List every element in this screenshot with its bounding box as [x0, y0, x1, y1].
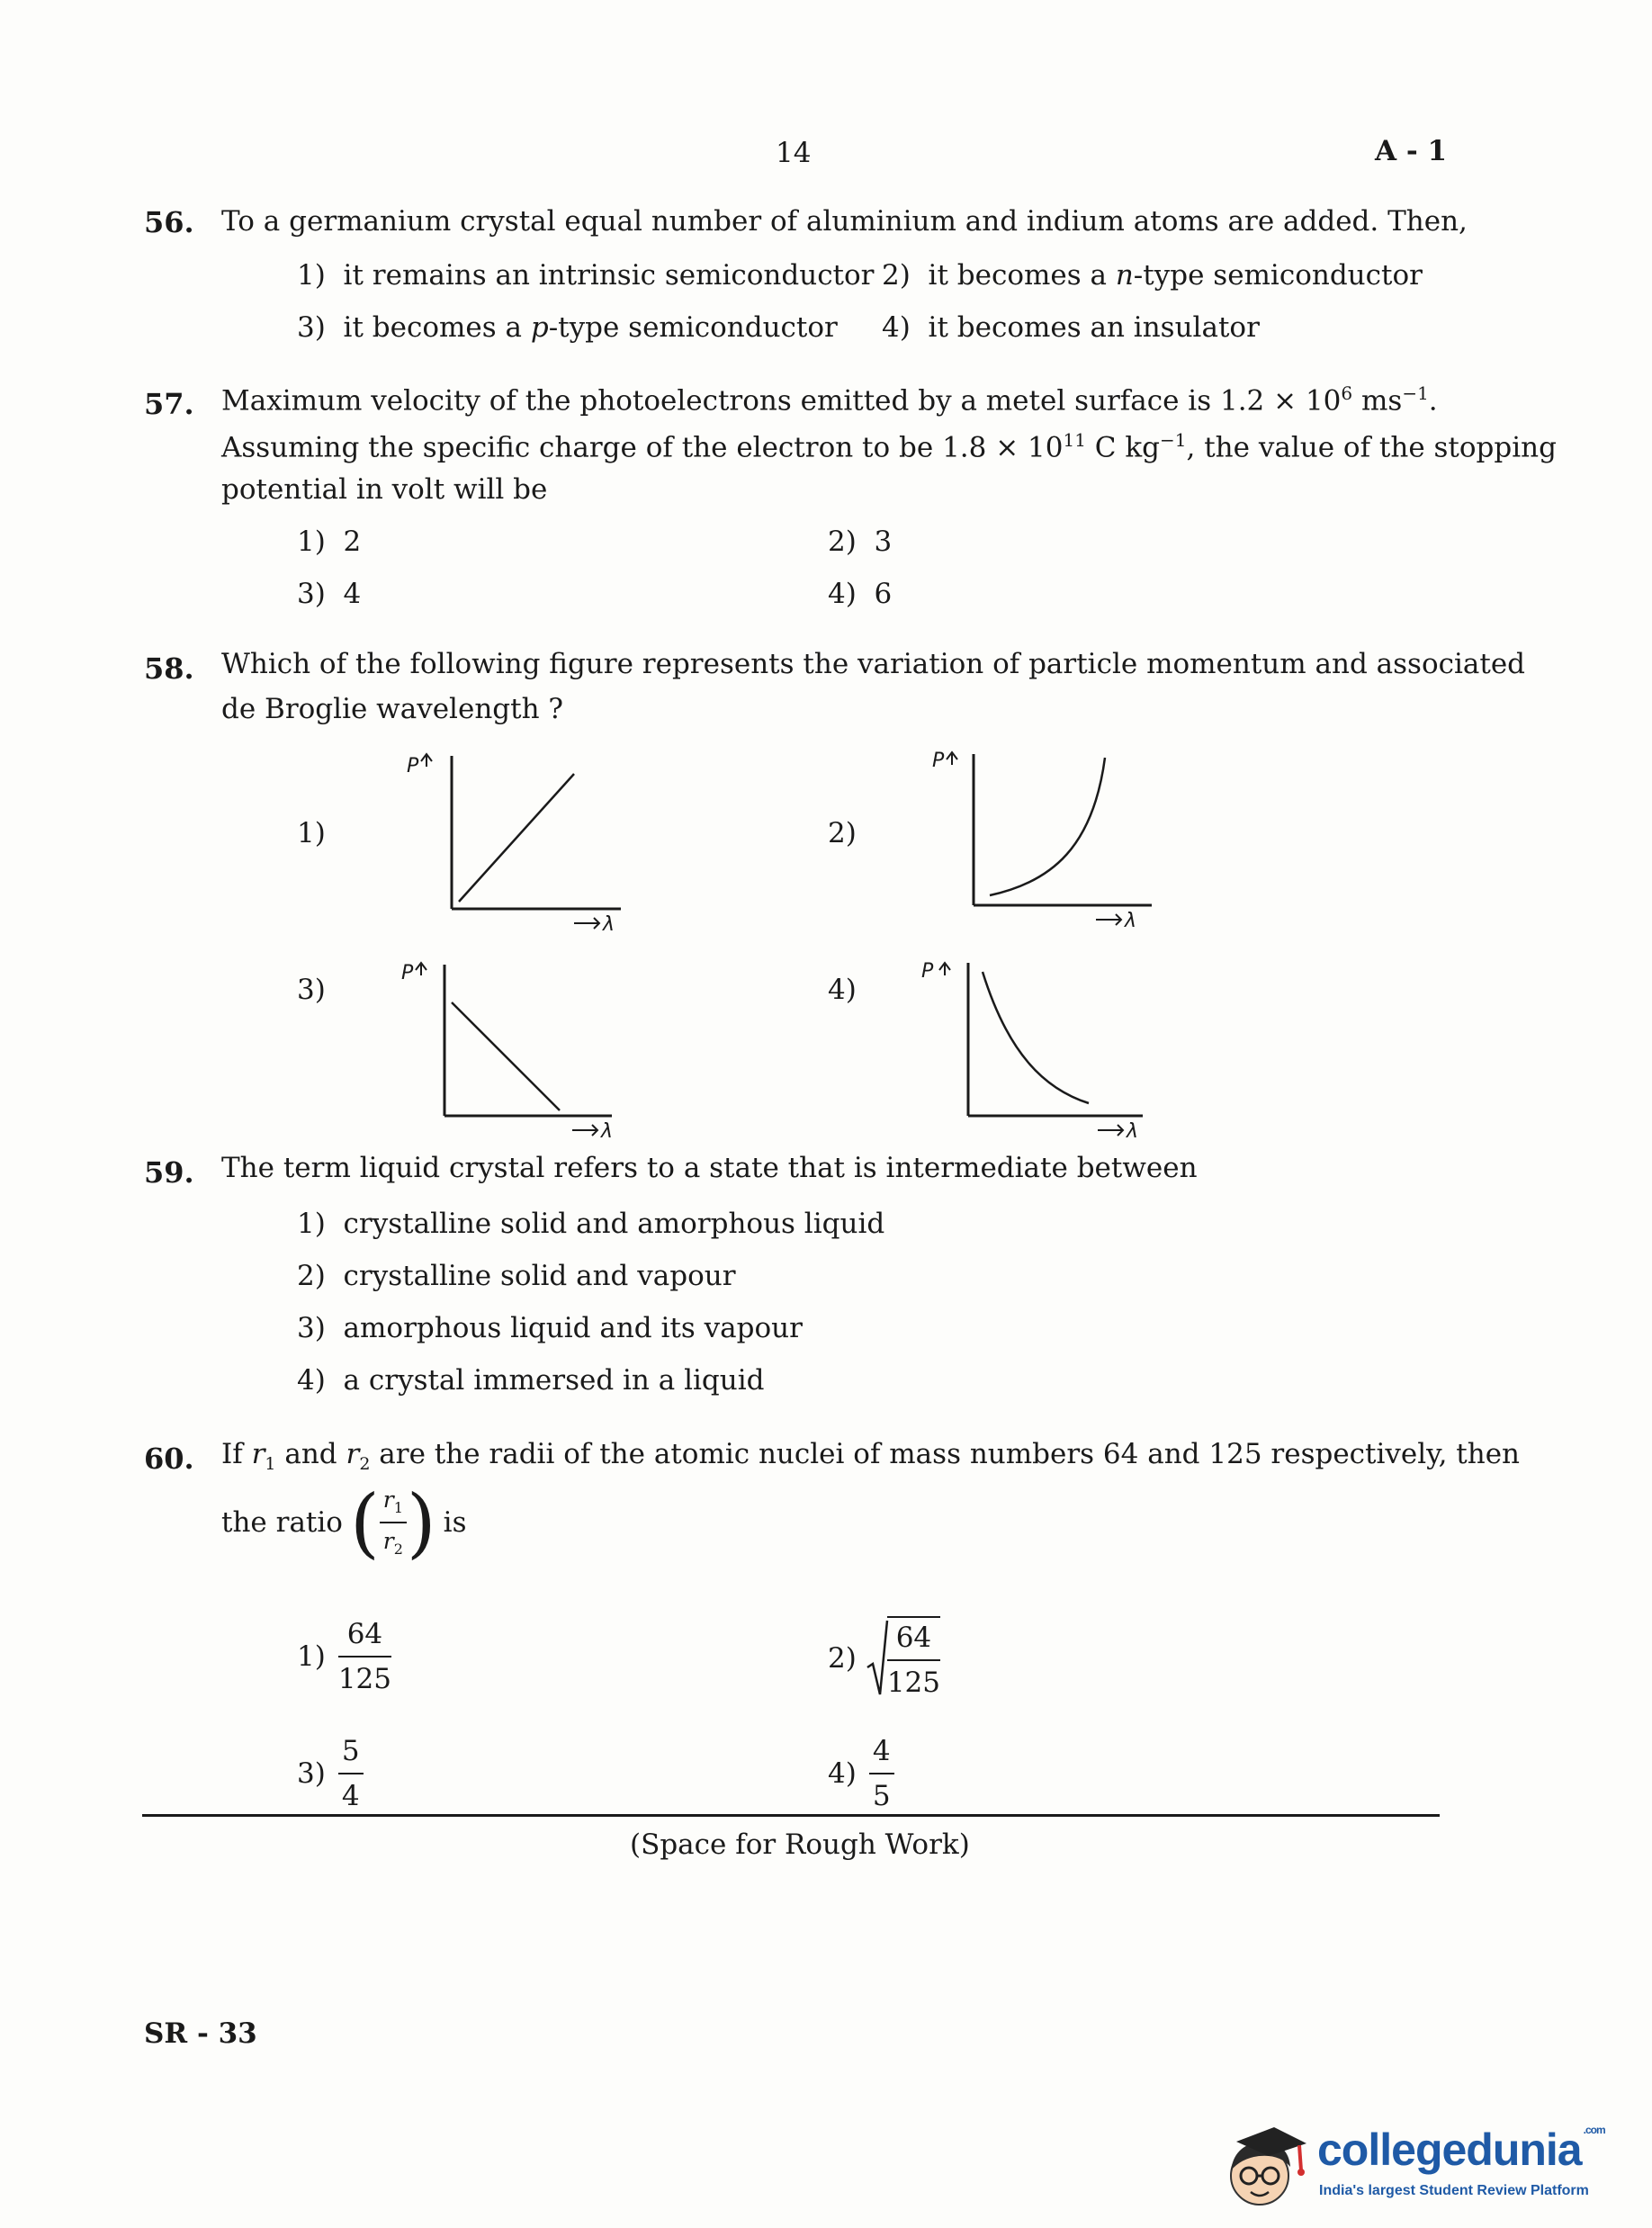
x-axis-label: λ	[601, 1120, 614, 1143]
superscript: 11	[1063, 429, 1086, 451]
numerator: 5	[338, 1733, 364, 1774]
arrow-right-icon	[1098, 1125, 1123, 1136]
question-number: 59.	[144, 1155, 194, 1190]
option-text: 3	[874, 526, 893, 558]
option-3	[297, 310, 838, 346]
arrow-up-icon	[421, 754, 432, 767]
variable: r	[251, 1438, 265, 1470]
y-axis-label: P	[407, 755, 419, 777]
text: , the value of the stopping	[1186, 431, 1557, 464]
option-text: 6	[874, 578, 893, 610]
option-text: 2	[343, 526, 362, 558]
option-1	[297, 524, 361, 560]
variable: r	[346, 1438, 360, 1470]
numerator: 64	[338, 1616, 391, 1658]
superscript: −1	[1402, 382, 1429, 404]
option-2	[882, 257, 1423, 293]
option-fraction	[338, 1616, 391, 1698]
left-paren: (	[349, 1478, 380, 1567]
option-number: 1)	[297, 817, 326, 849]
divider	[142, 1814, 1440, 1817]
option-number: 1)	[297, 259, 326, 292]
option-text: -type semiconductor	[548, 311, 838, 344]
option-text: it becomes a	[928, 259, 1116, 292]
text: If	[221, 1438, 252, 1470]
subscript: 1	[265, 1454, 276, 1475]
option-text: it remains an intrinsic semiconductor	[343, 259, 875, 292]
brand-suffix: .com	[1583, 2124, 1605, 2136]
text: Maximum velocity of the photoelectrons emitted by a metel surface is 1.2 × 10	[221, 384, 1342, 418]
collegedunia-watermark	[1217, 2120, 1612, 2214]
x-axis-label: λ	[1125, 910, 1137, 932]
text: C kg	[1085, 431, 1161, 464]
option-number: 2)	[297, 1260, 326, 1292]
option-number: 3)	[297, 578, 326, 610]
option-number: 3)	[297, 1757, 326, 1791]
question-text: To a germanium crystal equal number of aluminium and indium atoms are added. Then,	[221, 205, 1468, 238]
curve	[459, 774, 574, 902]
series-code: SR - 33	[144, 2017, 257, 2050]
x-axis-label: λ	[1127, 1120, 1139, 1143]
denominator: 125	[337, 1663, 391, 1696]
option-1	[297, 1206, 884, 1242]
brand-text: collegedunia	[1317, 2125, 1582, 2175]
option-text: -type semiconductor	[1133, 259, 1423, 292]
option-text: a crystal immersed in a liquid	[343, 1364, 765, 1397]
graph-option-1	[396, 747, 630, 936]
option-number: 2)	[882, 259, 911, 292]
curve	[990, 758, 1105, 895]
option-number: 4)	[828, 1757, 857, 1791]
question-line-2	[221, 428, 1557, 466]
question-line-1	[221, 382, 1438, 419]
subscript: 2	[359, 1454, 371, 1475]
text: ms	[1352, 384, 1403, 418]
option-number: 1)	[297, 1208, 326, 1240]
arrow-up-icon	[947, 752, 957, 765]
text: the ratio	[221, 1505, 343, 1539]
superscript: −1	[1160, 429, 1187, 451]
y-axis-label: P	[401, 962, 414, 984]
variable: r	[382, 1528, 394, 1554]
variable: n	[1115, 259, 1134, 292]
option-3	[297, 1733, 364, 1815]
text: .	[1428, 384, 1438, 418]
curve	[983, 972, 1089, 1103]
ratio-expression	[221, 1478, 467, 1567]
option-2	[297, 1258, 736, 1294]
arrow-right-icon	[574, 918, 599, 929]
graph-option-3	[396, 954, 630, 1143]
y-axis-label: P	[921, 960, 934, 983]
option-number: 3)	[297, 974, 326, 1006]
option-2	[828, 524, 892, 560]
option-text: crystalline solid and vapour	[343, 1260, 736, 1292]
denominator: 4	[341, 1780, 360, 1813]
question-line-2: de Broglie wavelength ?	[221, 693, 564, 725]
numerator: 4	[869, 1733, 894, 1774]
option-number: 4)	[882, 311, 911, 344]
question-number: 58.	[144, 651, 194, 686]
option-number: 4)	[297, 1364, 326, 1397]
option-text: it becomes an insulator	[928, 311, 1260, 344]
option-fraction	[869, 1733, 894, 1815]
option-number: 4)	[828, 578, 857, 610]
subscript: 1	[393, 1499, 403, 1517]
option-number: 1)	[297, 1640, 326, 1674]
question-text: The term liquid crystal refers to a state that is intermediate between	[221, 1152, 1198, 1184]
subscript: 2	[393, 1541, 403, 1558]
arrow-right-icon	[1096, 914, 1121, 925]
option-number: 3)	[297, 1312, 326, 1344]
question-line-1	[221, 1436, 1520, 1476]
graph-option-4	[918, 954, 1161, 1143]
paper-code: A - 1	[1375, 135, 1448, 167]
option-number: 4)	[828, 974, 857, 1006]
option-number: 1)	[297, 526, 326, 558]
question-line-1: Which of the following figure represents the variation of particle momentum and associated	[221, 648, 1526, 680]
option-3	[297, 576, 361, 612]
option-2	[828, 1616, 940, 1702]
option-number: 2)	[828, 817, 857, 849]
option-number: 2)	[828, 1642, 857, 1675]
option-3	[297, 1310, 803, 1346]
denominator: 125	[886, 1667, 940, 1700]
ratio-fraction	[380, 1486, 407, 1559]
x-axis-label: λ	[603, 913, 615, 936]
option-1	[297, 257, 875, 293]
option-4	[882, 310, 1260, 346]
option-text: amorphous liquid and its vapour	[343, 1312, 803, 1344]
rough-work-label: (Space for Rough Work)	[630, 1828, 970, 1861]
page-number: 14	[776, 137, 812, 169]
option-4	[828, 1733, 894, 1815]
option-text: crystalline solid and amorphous liquid	[343, 1208, 885, 1240]
option-1	[297, 1616, 391, 1698]
curve	[452, 1002, 560, 1110]
arrow-right-icon	[572, 1125, 597, 1136]
option-number: 3)	[297, 311, 326, 344]
arrow-up-icon	[939, 963, 950, 975]
option-4	[297, 1362, 764, 1398]
text: are the radii of the atomic nuclei of mass numbers 64 and 125 respectively, then	[370, 1438, 1521, 1470]
numerator: 64	[887, 1620, 940, 1661]
question-line-3: potential in volt will be	[221, 473, 548, 506]
question-number: 60.	[144, 1442, 194, 1476]
graph-option-2	[927, 747, 1161, 936]
variable: r	[382, 1487, 394, 1514]
denominator: 5	[872, 1780, 891, 1813]
brand-tagline: India's largest Student Review Platform	[1319, 2183, 1589, 2198]
right-paren: )	[406, 1478, 436, 1567]
variable: p	[530, 311, 549, 344]
y-axis-label: P	[932, 750, 945, 772]
arrow-up-icon	[416, 963, 426, 975]
square-root-icon	[866, 1619, 889, 1698]
option-fraction	[887, 1616, 940, 1702]
option-4	[828, 576, 892, 612]
text: Assuming the specific charge of the electron to be 1.8 × 10	[221, 431, 1064, 464]
option-text: it becomes a	[343, 311, 531, 344]
option-fraction	[338, 1733, 364, 1815]
question-number: 56.	[144, 205, 194, 239]
text: and	[275, 1438, 346, 1470]
option-text: 4	[343, 578, 362, 610]
superscript: 6	[1341, 382, 1353, 404]
mascot-logo-icon	[1217, 2120, 1317, 2214]
question-number: 57.	[144, 387, 194, 421]
brand-name	[1317, 2124, 1605, 2176]
option-number: 2)	[828, 526, 857, 558]
text: is	[443, 1505, 467, 1539]
